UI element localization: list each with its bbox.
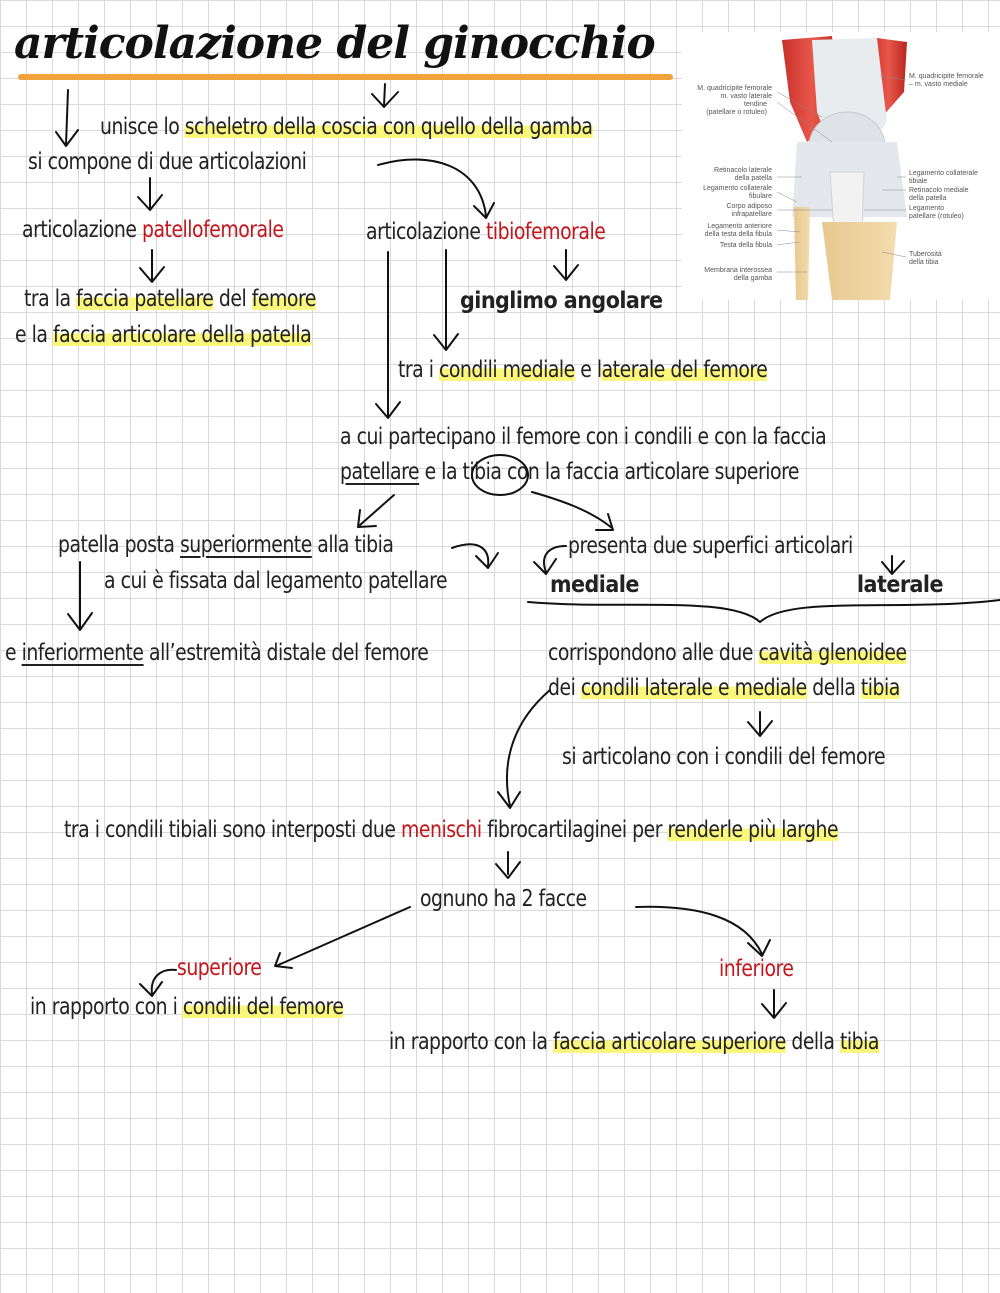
svg-text:M. quadricipite femorale: M. quadricipite femorale [697, 85, 772, 92]
tibiofemoral-heading: articolazione tibiofemorale [366, 219, 606, 245]
patellofemoral-line-2: e la faccia articolare della patella [15, 322, 312, 348]
svg-text:m. vasto laterale: m. vasto laterale [720, 93, 772, 100]
surfaces-line: presenta due superfici articolari [568, 533, 853, 559]
tibia [822, 222, 897, 300]
superior-face-label: superiore [177, 955, 262, 981]
svg-text:Legamento collaterale: Legamento collaterale [703, 185, 772, 192]
knee-illustration [682, 32, 1000, 300]
arrow-12 [534, 546, 566, 574]
arrow-7 [434, 250, 458, 350]
patella-line-2: a cui è fissata dal legamento patellare [104, 568, 448, 594]
ginglimo-label: ginglimo angolare [460, 288, 663, 314]
inferior-face-label: inferiore [719, 956, 794, 982]
superior-relation-line: in rapporto con i condili del femore [30, 994, 344, 1020]
svg-text:Retinacolo mediale: Retinacolo mediale [909, 187, 969, 194]
svg-text:della gamba: della gamba [733, 275, 772, 282]
articulate-line: si articolano con i condili del femore [562, 744, 886, 770]
patellofemoral-heading: articolazione patellofemorale [22, 217, 284, 243]
arrow-14 [68, 562, 92, 630]
condyles-line: tra i condili mediale e laterale del femore [398, 357, 768, 383]
patellofemoral-line-1: tra la faccia patellare del femore [24, 286, 316, 312]
composition-line: si compone di due articolazioni [28, 149, 307, 175]
svg-text:fibulare: fibulare [749, 193, 772, 200]
arrow-10 [532, 492, 613, 530]
arrow-8 [376, 252, 400, 418]
svg-text:patellare (rotuleo): patellare (rotuleo) [909, 213, 964, 220]
brace [528, 600, 1000, 622]
svg-text:M. quadricipite femorale: M. quadricipite femorale [909, 73, 984, 80]
menisci-line: tra i condili tibiali sono interposti due menischi fibrocartilaginei per renderle più larghe [64, 817, 839, 843]
arrow-4 [378, 159, 494, 218]
svg-text:tendine: tendine [744, 101, 767, 108]
arrow-9 [358, 495, 394, 527]
participation-line-1: a cui partecipano il femore con i condili e con la faccia [340, 424, 827, 450]
svg-text:infrapatellare: infrapatellare [731, 211, 772, 218]
inferior-relation-line: in rapporto con la faccia articolare superiore della tibia [389, 1029, 879, 1055]
arrow-3 [138, 178, 162, 210]
lateral-label: laterale [857, 572, 943, 598]
patella-line-1: patella posta superiormente alla tibia [58, 532, 394, 558]
svg-text:Retinacolo laterale: Retinacolo laterale [714, 167, 772, 174]
svg-text:della testa della fibula: della testa della fibula [704, 231, 772, 238]
inferior-line: e inferiormente all’estremità distale del femore [5, 640, 429, 666]
svg-text:della patella: della patella [734, 175, 772, 182]
svg-text:Legamento: Legamento [909, 205, 945, 212]
svg-text:Legamento anteriore: Legamento anteriore [707, 223, 772, 230]
two-faces-line: ognuno ha 2 facce [420, 886, 587, 912]
svg-text:tibiale: tibiale [909, 178, 928, 185]
svg-text:della patella: della patella [909, 195, 947, 202]
knee-anatomy-figure [682, 32, 1000, 300]
arrow-17 [496, 852, 520, 878]
definition-line: unisce lo scheletro della coscia con quello della gamba [100, 114, 593, 140]
medial-label: mediale [550, 572, 639, 598]
svg-text:(patellare o rotuleo): (patellare o rotuleo) [706, 109, 767, 116]
title-underline [18, 74, 673, 80]
svg-text:Legamento collaterale: Legamento collaterale [909, 170, 978, 177]
arrow-21 [762, 990, 786, 1018]
arrow-5 [140, 250, 164, 282]
arrow-15 [748, 712, 772, 736]
arrow-18 [275, 907, 410, 968]
arrow-1 [56, 90, 78, 146]
arrow-2 [372, 84, 398, 107]
svg-text:Corpo adiposo: Corpo adiposo [726, 203, 772, 210]
page-title: articolazione del ginocchio [14, 18, 655, 69]
svg-text:Tuberosità: Tuberosità [909, 251, 942, 258]
fibula [794, 207, 810, 300]
svg-text:della tibia: della tibia [909, 259, 939, 266]
svg-text:Membrana interossea: Membrana interossea [704, 267, 772, 274]
glenoid-line-1: corrispondono alle due cavità glenoidee [548, 640, 907, 666]
participation-line-2: patellare e la tibia con la faccia articolare superiore [340, 459, 800, 485]
glenoid-line-2: dei condili laterale e mediale della tibia [548, 675, 900, 701]
arrow-19 [636, 907, 770, 956]
arrow-6 [554, 250, 578, 280]
svg-text:– m. vasto mediale: – m. vasto mediale [909, 81, 968, 88]
arrow-20 [140, 970, 176, 996]
svg-text:Testa della fibula: Testa della fibula [719, 242, 772, 249]
arrow-16 [498, 690, 550, 808]
arrow-11 [452, 544, 498, 568]
